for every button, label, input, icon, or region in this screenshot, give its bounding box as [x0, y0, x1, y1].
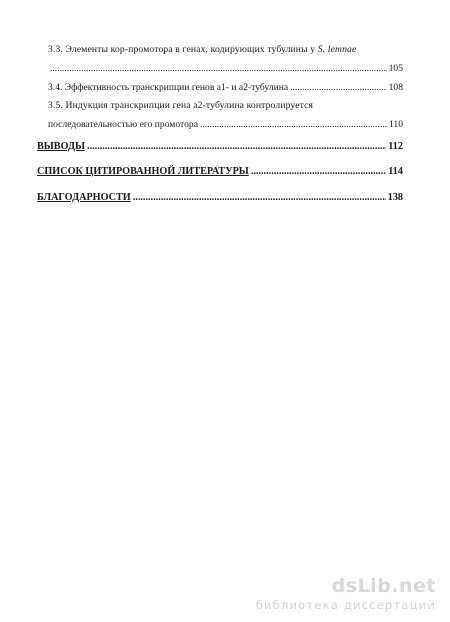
dot-leader: [50, 63, 387, 75]
toc-entry-conclusions-text: ВЫВОДЫ: [37, 141, 86, 152]
toc-entry-3-3-species: S. lemnae: [317, 44, 357, 55]
toc-entry-3-5-line1: 3.5. Индукция транскрипции гена а2-тубулина контролируется: [48, 100, 314, 111]
dot-leader: [251, 166, 386, 178]
dot-leader: [133, 192, 386, 204]
toc-entry-3-3-leader: [48, 63, 403, 75]
toc-entry-acknowledgements-text: БЛАГОДАРНОСТИ: [37, 192, 131, 203]
toc-entry-3-4-text: 3.4. Эффективность транскрипции генов а1- и а2-тубулина: [48, 82, 289, 93]
toc-entry-3-4: [48, 82, 403, 94]
dot-leader: [87, 141, 386, 153]
toc-entry-references-text: СПИСОК ЦИТИРОВАННОЙ ЛИТЕРАТУРЫ: [37, 166, 249, 177]
toc-entry-references-page: 114: [388, 166, 403, 177]
toc-entry-3-4-page: 108: [388, 82, 403, 93]
watermark-subtitle: библиотека диссертаций: [255, 598, 436, 612]
toc-entry-3-5-page: 110: [388, 119, 403, 130]
watermark: [256, 575, 436, 612]
toc-entry-3-3-text: 3.3. Элементы кор-промотора в генах, кодирующих тубулины у: [48, 44, 316, 55]
toc-entry-3-3-page: 105: [388, 63, 403, 74]
toc-entry-3-5: [48, 119, 403, 131]
toc-entry-acknowledgements: [37, 192, 403, 204]
dot-leader: [200, 119, 387, 131]
toc-entry-conclusions: [37, 141, 403, 153]
toc-entry-acknowledgements-page: 138: [387, 192, 403, 203]
dot-leader: [290, 82, 386, 94]
toc-entry-3-3-title: [48, 44, 408, 56]
toc-entry-3-5-line2: последовательностью его промотора: [48, 119, 198, 130]
toc-entry-references: [37, 166, 403, 178]
watermark-logo: dsLib.net: [331, 575, 436, 597]
toc-entry-conclusions-page: 112: [388, 141, 403, 152]
